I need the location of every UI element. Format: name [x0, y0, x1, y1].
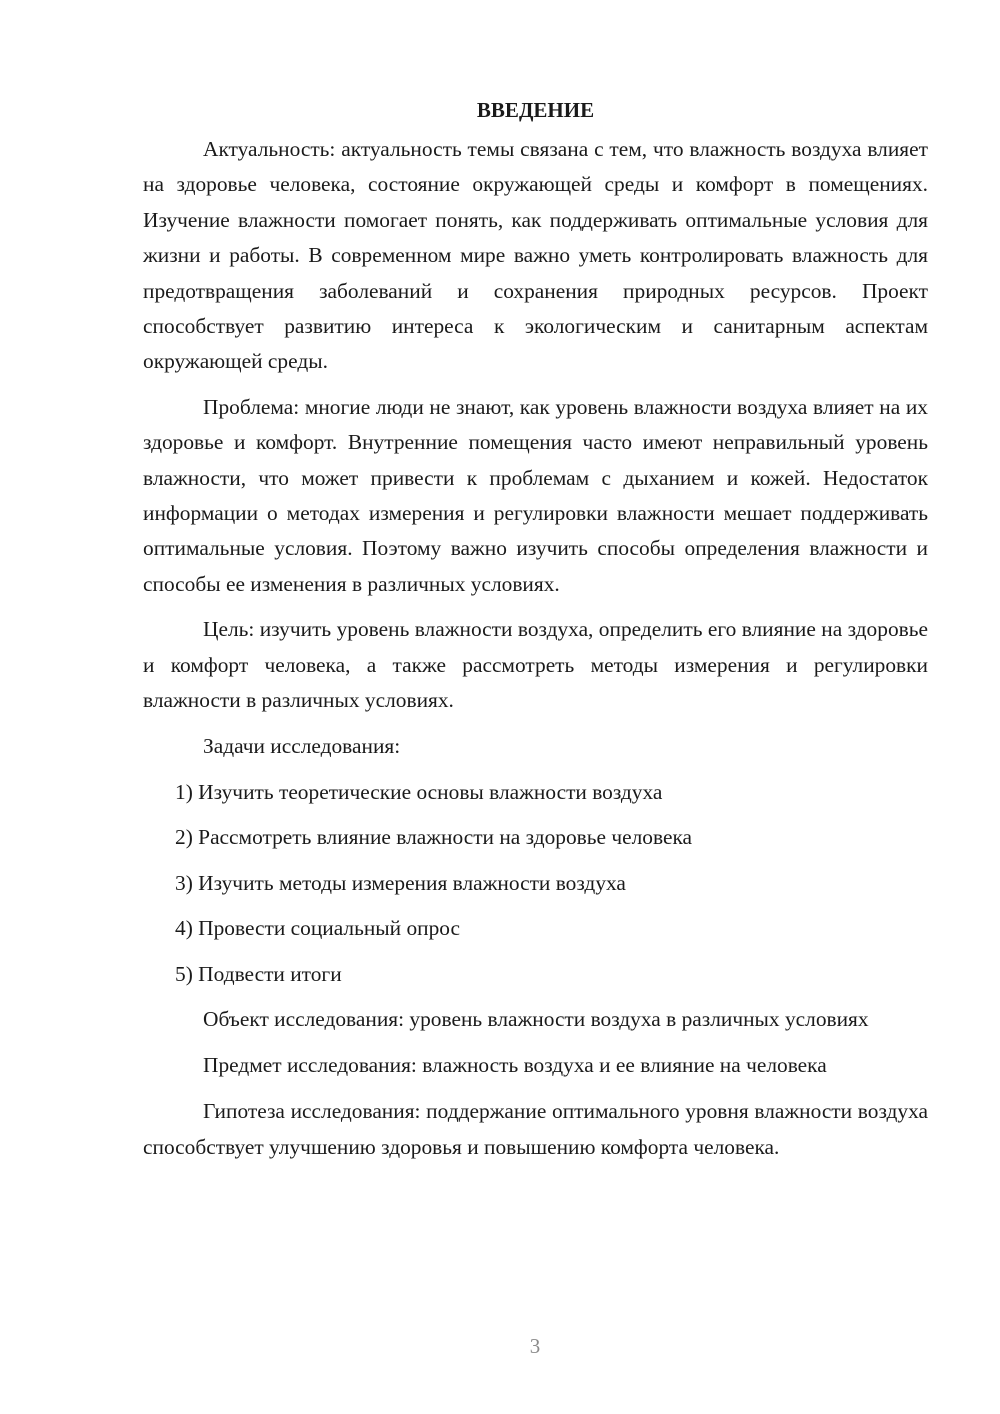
task-item: 4) Провести социальный опрос: [175, 916, 461, 941]
section-heading: ВВЕДЕНИЕ: [476, 98, 595, 122]
object-paragraph: Объект исследования: уровень влажности воздуха в различных условиях: [203, 1007, 869, 1032]
page-number: 3: [529, 1334, 541, 1358]
goal-paragraph: Цель: изучить уровень влажности воздуха, определить его влияние на здоровье и комфорт человека, а также рассмотреть методы измерения и регулировки влажности в различных условиях.: [143, 617, 928, 713]
document-page: [143, 92, 928, 1175]
task-item: 1) Изучить теоретические основы влажности воздуха: [175, 779, 663, 804]
tasks-title: Задачи исследования:: [203, 733, 401, 758]
task-item: 3) Изучить методы измерения влажности воздуха: [175, 870, 626, 895]
task-item: 2) Рассмотреть влияние влажности на здоровье человека: [175, 825, 693, 850]
task-item: 5) Подвести итоги: [175, 961, 342, 986]
problem-paragraph: Проблема: многие люди не знают, как уровень влажности воздуха влияет на их здоровье и комфорт. Внутренние помещения часто имеют неправильный уровень влажности, что может привести к проблемам с дыханием и кожей. Недостаток информации о методах измерения и регулировки влажности мешает поддерживать оптимальные условия. Поэтому важно изучить способы определения влажности и способы ее изменения в различных условиях.: [143, 394, 928, 596]
tasks-list: [143, 775, 928, 992]
subject-paragraph: Предмет исследования: влажность воздуха и ее влияние на человека: [203, 1052, 827, 1077]
relevance-paragraph: Актуальность: актуальность темы связана с тем, что влажность воздуха влияет на здоровье человека, состояние окружающей среды и комфорт в помещениях. Изучение влажности помогает понять, как поддерживать оптимальные условия для жизни и работы. В современном мире важно уметь контролировать влажность для предотвращения заболеваний и сохранения природных ресурсов. Проект способствует развитию интереса к экологическим и санитарным аспектам окружающей среды.: [143, 137, 928, 374]
hypothesis-paragraph: Гипотеза исследования: поддержание оптимального уровня влажности воздуха способствует улучшению здоровья и повышению комфорта человека.: [143, 1099, 928, 1159]
